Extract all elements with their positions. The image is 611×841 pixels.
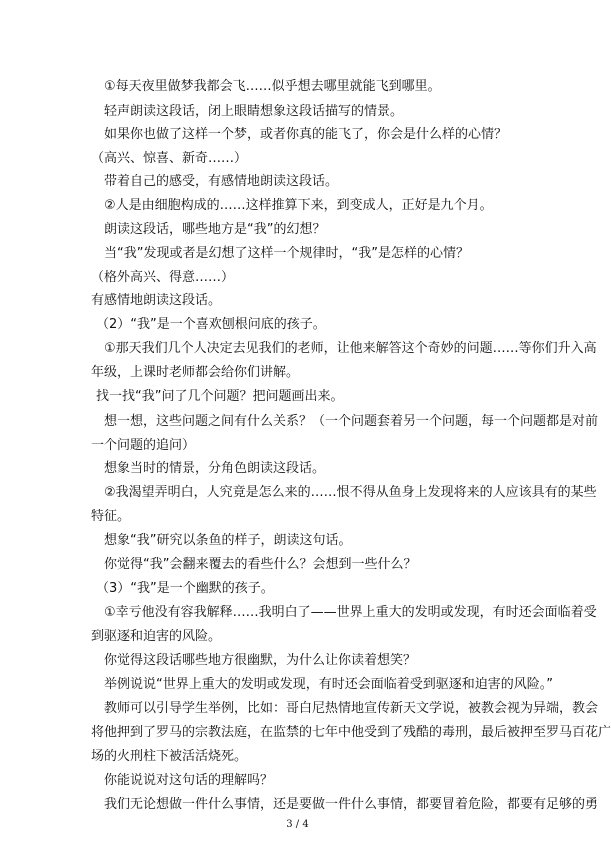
text-line: 想象“我”研究以条鱼的样子，朗读这句话。	[104, 533, 352, 548]
text-line: 举例说说“世界上重大的发明或发现，有时还会面临着受到驱逐和迫害的风险。”	[104, 677, 553, 692]
text-line: 轻声朗读这段话，闭上眼睛想象这段话描写的情景。	[104, 104, 404, 119]
text-line: ②人是由细胞构成的……这样推算下来，到变成人，正好是九个月。	[104, 198, 493, 213]
section-heading: （3）“我”是一个幽默的孩子。	[96, 581, 274, 596]
text-line: ①幸亏他没有容我解释……我明白了——世界上重大的发明或发现，有时还会面临着受	[104, 605, 597, 620]
text-line: 当“我”发现或者是幻想了这样一个规律时，“我”是怎样的心情？	[104, 246, 469, 261]
text-line: 有感情地朗读这段话。	[91, 293, 222, 308]
text-line: 朗读这段话，哪些地方是“我”的幻想？	[104, 222, 326, 237]
text-line: ①那天我们几个人决定去见我们的老师，让他来解答这个奇妙的问题……等你们升入高	[104, 341, 597, 356]
text-line: 特征。	[91, 509, 131, 524]
text-line: ②我渴望弄明白，人究竟是怎么来的……恨不得从鱼身上发现将来的人应该具有的某些	[104, 485, 597, 500]
section-heading: （2）“我”是一个喜欢刨根问底的孩子。	[96, 317, 326, 332]
text-line: 我们无论想做一件什么事情，还是要做一件什么事情，都要冒着危险，都要有足够的勇	[104, 797, 599, 812]
text-line: 教师可以引导学生举例，比如：哥白尼热情地宣传新天文学说，被教会视为异端，教会	[104, 701, 599, 716]
text-line: 如果你也做了这样一个梦，或者你真的能飞了，你会是什么样的心情？	[104, 127, 508, 142]
page-number: 3 / 4	[286, 819, 309, 830]
text-line: 到驱逐和迫害的风险。	[91, 629, 222, 644]
text-line: 找一找“我”问了几个问题？把问题画出来。	[96, 389, 344, 404]
text-line: （高兴、惊喜、新奇……）	[91, 151, 248, 166]
text-line: 带着自己的感受，有感情地朗读这段话。	[104, 174, 339, 189]
text-line: 想一想，这些问题之间有什么关系？（一个问题套着另一个问题，每一个问题都是对前	[104, 414, 599, 429]
text-line: （格外高兴、得意……）	[91, 270, 235, 285]
text-line: 年级，上课时老师都会给你们讲解。	[91, 365, 300, 380]
text-line: ①每天夜里做梦我都会飞……似乎想去哪里就能飞到哪里。	[104, 79, 441, 94]
text-line: 将他押到了罗马的宗教法庭，在监禁的七年中他受到了残酷的毒刑，最后被押至罗马百花广	[91, 725, 611, 740]
text-line: 场的火刑柱下被活活烧死。	[91, 749, 248, 764]
text-line: 你觉得“我”会翻来覆去的看些什么？会想到一些什么？	[104, 557, 417, 572]
text-line: 想象当时的情景，分角色朗读这段话。	[104, 461, 326, 476]
text-line: 你觉得这段话哪些地方很幽默，为什么让你读着想笑？	[104, 653, 417, 668]
text-line: 一个问题的追问）	[91, 438, 196, 453]
text-line: 你能说说对这句话的理解吗？	[104, 773, 274, 788]
